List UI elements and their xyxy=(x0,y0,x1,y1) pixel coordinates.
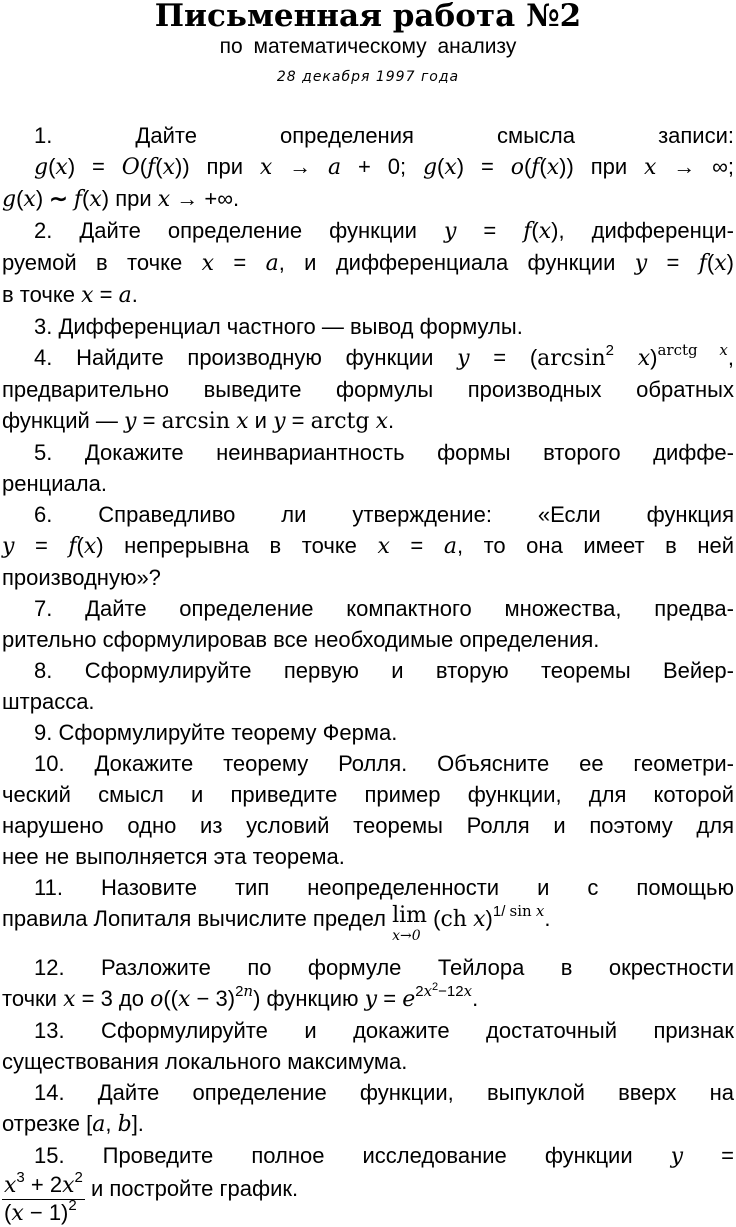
question-number: 12. xyxy=(34,955,65,980)
question-7: 7. Дайте определение компактного множества, предва- рительно сформулировав все необходимые определения. xyxy=(2,596,734,652)
question-number: 11. xyxy=(34,875,63,900)
question-2: 2. Дайте определение функции y = f(x), дифференци- руемой в точке x = a, и дифференциала функции y = f(x) в точке x = a. xyxy=(2,218,735,308)
question-14: 14. Дайте определение функции, выпуклой вверх на отрезке [a, b]. xyxy=(2,1080,734,1137)
question-number: 15. xyxy=(34,1143,65,1168)
page-date: 28 декабря 1997 года xyxy=(276,69,460,85)
question-number: 4. xyxy=(34,345,53,370)
question-number: 1. xyxy=(34,123,53,148)
question-number: 10. xyxy=(34,751,65,776)
page-subtitle: по математическому анализу xyxy=(219,35,517,58)
question-number: 3. xyxy=(34,314,53,339)
question-number: 9. xyxy=(34,720,53,745)
question-8: 8. Сформулируйте первую и вторую теоремы Вейер- штрасса. xyxy=(2,658,734,714)
question-1: 1. Дайте определения смысла записи: g(x) = O(f(x)) при x → a + 0; g(x) = o(f(x)) при x → ∞; g(x) ∼ f(x) при x → +∞. xyxy=(2,123,734,212)
question-15: 15. Проведите полное исследование функции y = $\frac{x^3 + 2x^2}{(x - 1)^2}$ и постройте график. xyxy=(4,1143,734,1226)
question-number: 6. xyxy=(34,502,53,527)
question-number: 13. xyxy=(34,1018,65,1043)
question-number: 8. xyxy=(34,658,53,683)
question-number: 2. xyxy=(34,218,53,243)
question-10: 10. Докажите теорему Ролля. Объясните ее геометри- ческий смысл и приведите пример функции, для которой нарушено одно из условий теоремы Ролля и поэтому для нее не выполняется эта теорема. xyxy=(2,751,734,869)
question-number: 7. xyxy=(34,596,53,621)
question-list xyxy=(2,120,734,1227)
question-number: 14. xyxy=(34,1080,65,1105)
question-4: 4. Найдите производную функции $y = (\arcsin^2$ x)$^{arctg x}$, предварительно выведите формулы производных обратных функций — y = arcsin x и y = arctg x. xyxy=(2,341,734,434)
question-6: 6. Справедливо ли утверждение: «Если функция y = f(x) непрерывна в точке x = a, то она имеет в ней производную»? xyxy=(2,502,734,590)
question-13: 13. Сформулируйте и докажите достаточный признак существования локального максимума. xyxy=(2,1018,734,1074)
question-number: 5. xyxy=(34,440,53,465)
question-11: 11. Назовите тип неопределенности и с помощью правила Лопиталя вычислите предел lim x→0 (ch x)$^{1/ sin x}$. xyxy=(2,875,734,944)
page-title: Письменная работа №2 xyxy=(154,0,582,34)
question-12: 12. Разложите по формуле Тейлора в окрестности точки x = 3 до $o((x - 3)^{2n})$ функцию $y = e^{2x^2-12x}$. xyxy=(2,955,734,1012)
question-3: 3. Дифференциал частного — вывод формулы. xyxy=(34,314,523,339)
question-9: 9. Сформулируйте теорему Ферма. xyxy=(34,720,398,745)
question-5: 5. Докажите неинвариантность формы второго диффе- ренциала. xyxy=(2,440,734,496)
